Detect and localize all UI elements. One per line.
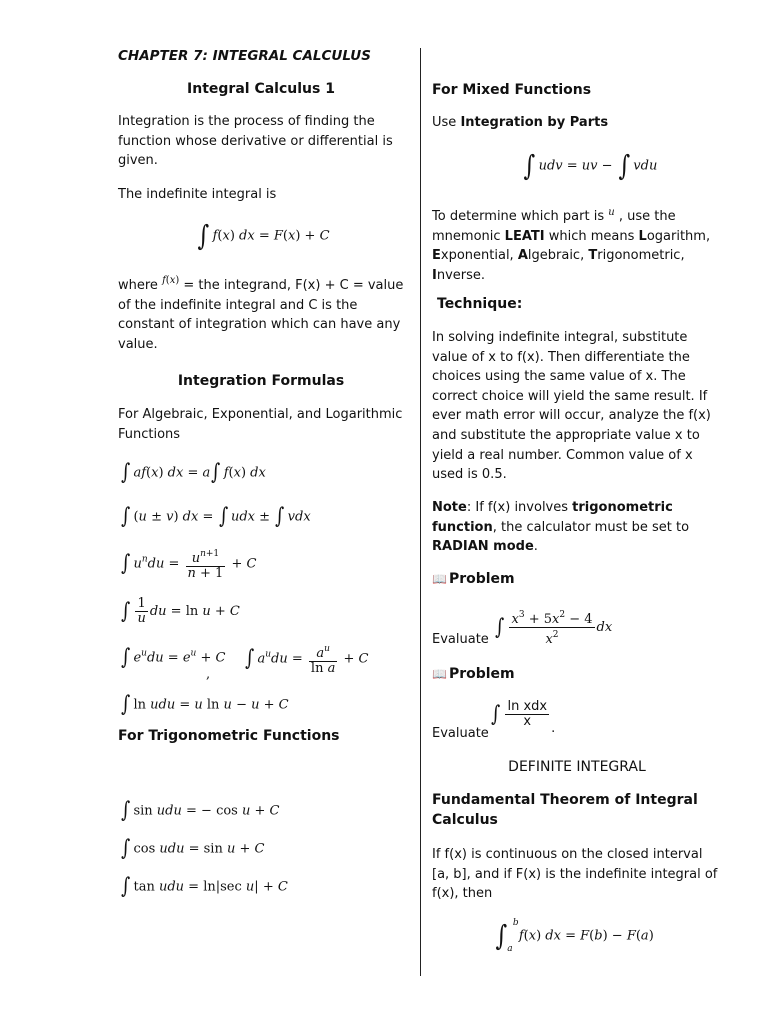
- evaluate-label-1: Evaluate: [432, 632, 489, 647]
- ftc-title: Fundamental Theorem of Integral Calculus: [432, 792, 698, 828]
- trig-functions-title: For Trigonometric Functions: [118, 728, 340, 744]
- chapter-title: CHAPTER 7: INTEGRAL CALCULUS: [118, 48, 371, 64]
- ftc-paragraph: If f(x) is continuous on the closed interval [a, b], and if F(x) is the indefinite integral of f(x), then: [432, 847, 718, 902]
- formula-exponential-e: ∫ $e^udu = e^u + C$: [121, 645, 226, 670]
- problem-1-heading: 📖 Problem: [432, 571, 515, 587]
- evaluate-label-2: Evaluate: [432, 726, 489, 741]
- section-title: Integral Calculus 1: [187, 81, 335, 97]
- problem-2-integral: ∫ $\frac{\text{ln xdx}}{x}$ .: [491, 699, 556, 736]
- formulas-title: Integration Formulas: [177, 373, 345, 389]
- formula-log-rule: ∫ $\frac{1}{u}$ du = ln u + C: [121, 596, 240, 626]
- where-paragraph: where $^{f(x)}$ = the integrand, F(x) + C = value of the indefinite integral and C is the constant of integration which can have any value.: [118, 275, 404, 352]
- definite-integral-formula: ∫ b a f(x) dx = F(b) − F(a): [495, 918, 654, 954]
- formula-tan: ∫ tan udu = ln|sec u| + C: [121, 874, 288, 899]
- formula-cos: ∫ cos udu = sin u + C: [121, 836, 265, 861]
- book-icon: 📖: [432, 572, 447, 586]
- formula-ln-integral: ∫ ln udu = u ln u − u + C: [121, 692, 289, 717]
- ibp-formula: ∫ udv = uv − ∫ vdu: [523, 149, 658, 182]
- problem-2-heading: 📖 Problem: [432, 666, 515, 682]
- intro-paragraph: Integration is the process of finding the function whose derivative or differential is given.: [118, 114, 393, 169]
- book-icon: 📖: [432, 667, 447, 681]
- problem-1-integral: ∫ $\frac{x^3 + 5x^2 - 4}{x^2}$ dx: [495, 610, 613, 647]
- formula-power-rule: ∫ $u^ndu$ = $\frac{u^{n+1}}{n + 1}$ + C: [121, 549, 257, 581]
- formula-exponential-a: ∫ $a^udu$ = $\frac{a^u}{\text{ln a}}$ + C: [245, 644, 369, 676]
- leati-paragraph: To determine which part is $^u$ , use the mnemonic LEATI which means Logarithm, Exponential, Algebraic, Trigonometric, Inverse.: [432, 207, 711, 283]
- definite-integral-title: DEFINITE INTEGRAL: [508, 759, 646, 775]
- formula-constant-multiple: ∫ af(x) dx = a∫ f(x) dx: [121, 460, 266, 485]
- formula-separator-comma: ,: [206, 667, 211, 682]
- technique-title: Technique:: [437, 296, 523, 312]
- indefinite-integral-formula: ∫ f(x) dx = F(x) + C: [197, 219, 330, 252]
- note-paragraph: Note: If f(x) involves trigonometric function, the calculator must be set to RADIAN mode.: [432, 500, 690, 555]
- formula-sin: ∫ sin udu = − cos u + C: [121, 798, 280, 823]
- column-divider: [420, 48, 421, 976]
- indefinite-intro: The indefinite integral is: [118, 187, 277, 202]
- mixed-functions-title: For Mixed Functions: [432, 82, 592, 98]
- use-ibp-line: Use Integration by Parts: [432, 115, 609, 130]
- formulas-subtitle: For Algebraic, Exponential, and Logarithmic Functions: [118, 407, 403, 442]
- technique-paragraph: In solving indefinite integral, substitute value of x to f(x). Then differentiate the choices using the same value of x. The correct choice will yield the same result. If ever math error will occur, analyze the f(x) and substitute the appropriate value x to yield a real number. Common value of x used is 0.5.: [432, 330, 711, 483]
- formula-sum-rule: ∫ (u ± v) dx = ∫ udx ± ∫ vdx: [121, 504, 311, 529]
